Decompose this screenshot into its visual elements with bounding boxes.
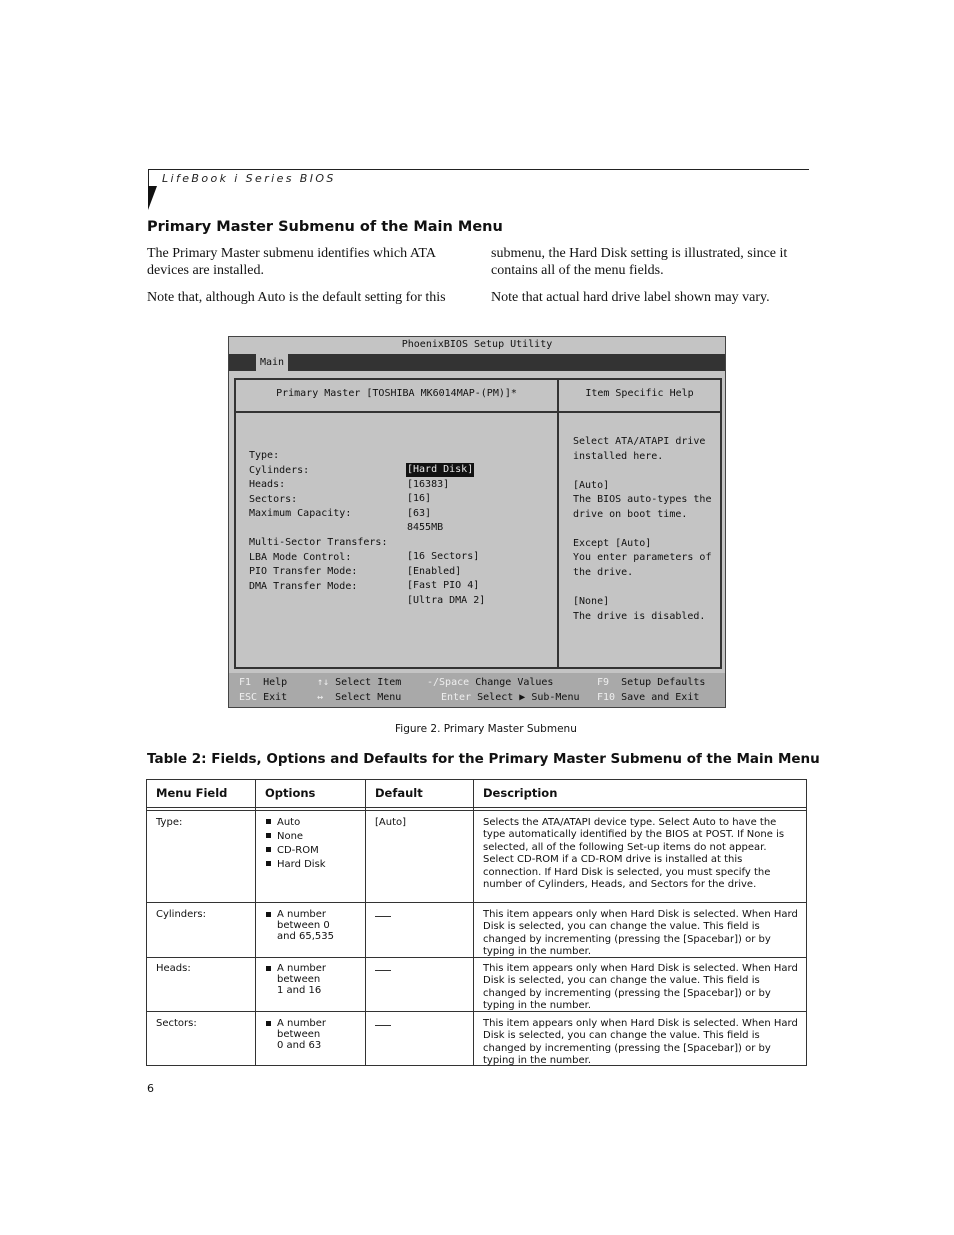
key-label: ↔ bbox=[317, 692, 324, 703]
field-value[interactable]: [16] bbox=[407, 493, 432, 504]
key-label: -/Space bbox=[427, 677, 470, 688]
row-type-field: Type: bbox=[156, 817, 183, 828]
help-line: The BIOS auto-types the bbox=[573, 494, 712, 505]
key-leftright-select-menu bbox=[317, 690, 401, 705]
bios-frame bbox=[234, 378, 722, 669]
default-dash bbox=[375, 1025, 391, 1026]
bios-submenu-title: Primary Master [TOSHIBA MK6014MAP-(PM)]* bbox=[276, 388, 517, 399]
help-line: You enter parameters of bbox=[573, 552, 712, 563]
option-item: A number between 1 and 16 bbox=[265, 963, 329, 996]
table-title: Table 2: Fields, Options and Defaults for the Primary Master Submenu of the Main Menu bbox=[147, 751, 820, 767]
key-f10-save-exit bbox=[597, 690, 699, 705]
row-heads-description: This item appears only when Hard Disk is selected. When Hard Disk is selected, you can change the value. This field is changed by incrementing (pressing the [Spacebar]) or by typing in the number. bbox=[483, 963, 798, 1012]
field-value[interactable]: [63] bbox=[407, 507, 432, 519]
row-cylinders-field: Cylinders: bbox=[156, 909, 206, 920]
key-desc: Help bbox=[263, 677, 288, 688]
row-heads-field: Heads: bbox=[156, 963, 191, 974]
tab-main[interactable]: Main bbox=[256, 354, 288, 371]
option-item: A number between 0 and 65,535 bbox=[265, 909, 335, 942]
table-rule bbox=[146, 779, 807, 780]
key-updown-select-item bbox=[317, 675, 401, 690]
key-label: Enter bbox=[441, 692, 472, 703]
help-line: installed here. bbox=[573, 450, 664, 462]
header-rule bbox=[148, 169, 809, 170]
field-label: Maximum Capacity: bbox=[249, 508, 352, 519]
bios-title: PhoenixBIOS Setup Utility bbox=[401, 339, 553, 350]
bios-divider bbox=[557, 380, 559, 667]
help-line: Except [Auto] bbox=[573, 537, 652, 549]
key-desc: Setup Defaults bbox=[621, 677, 706, 688]
col-header-description: Description bbox=[483, 786, 558, 800]
table-rule bbox=[806, 779, 807, 1066]
default-dash bbox=[375, 916, 391, 917]
field-value[interactable]: [Ultra DMA 2] bbox=[407, 594, 486, 606]
table-rule bbox=[146, 810, 807, 811]
help-line: Select ATA/ATAPI drive bbox=[573, 436, 706, 447]
table-rule bbox=[365, 779, 366, 1066]
key-desc: Change Values bbox=[475, 677, 554, 688]
help-line: drive on boot time. bbox=[573, 508, 688, 520]
key-desc: Select ▶ Sub-Menu bbox=[477, 692, 580, 703]
field-label: Multi-Sector Transfers: bbox=[249, 537, 388, 548]
row-heads-options bbox=[265, 963, 329, 996]
key-label: ↑↓ bbox=[317, 677, 330, 688]
key-label: F1 bbox=[239, 677, 252, 688]
row-sectors-description: This item appears only when Hard Disk is selected. When Hard Disk is selected, you can change the value. This field is changed by incrementing (pressing the [Spacebar]) or by typing in the number. bbox=[483, 1018, 798, 1067]
bios-key-legend bbox=[229, 673, 725, 707]
section-title: Primary Master Submenu of the Main Menu bbox=[147, 219, 503, 235]
default-dash bbox=[375, 970, 391, 971]
key-desc: Select Menu bbox=[335, 692, 402, 703]
key-label: ESC bbox=[239, 692, 258, 703]
bios-screen bbox=[228, 336, 726, 708]
key-enter-sub-menu bbox=[441, 690, 580, 705]
col-header-menu-field: Menu Field bbox=[156, 786, 228, 800]
bios-help-title: Item Specific Help bbox=[585, 388, 694, 399]
key-f9-setup-defaults bbox=[597, 675, 705, 690]
bios-divider bbox=[236, 411, 720, 413]
key-esc-exit bbox=[239, 690, 287, 705]
field-label: Heads: bbox=[249, 479, 286, 490]
page-number: 6 bbox=[147, 1082, 154, 1095]
option-item: A number between 0 and 63 bbox=[265, 1018, 329, 1051]
table-rule bbox=[146, 807, 807, 808]
intro-paragraph-1: The Primary Master submenu identifies which ATA devices are installed. bbox=[147, 246, 436, 278]
field-value[interactable]: [Enabled] bbox=[407, 565, 462, 577]
key-label: F9 bbox=[597, 677, 610, 688]
help-line: [None] bbox=[573, 596, 610, 607]
field-label: Cylinders: bbox=[249, 464, 310, 476]
row-cylinders-options bbox=[265, 909, 335, 942]
table-rule bbox=[146, 779, 147, 1066]
field-label: LBA Mode Control: bbox=[249, 551, 352, 563]
option-item: CD-ROM bbox=[265, 844, 361, 858]
intro-paragraph-2: Note that, although Auto is the default setting for this bbox=[147, 290, 446, 305]
field-value[interactable]: [Fast PIO 4] bbox=[407, 580, 480, 591]
table-rule bbox=[146, 902, 807, 903]
key-minus-change-values bbox=[427, 675, 553, 690]
field-label: PIO Transfer Mode: bbox=[249, 566, 358, 577]
field-value-selected[interactable]: [Hard Disk] bbox=[407, 464, 474, 475]
field-label: Type: bbox=[249, 450, 280, 461]
row-type-options bbox=[265, 816, 361, 872]
intro-paragraph-3: submenu, the Hard Disk setting is illustrated, since it contains all of the menu fields. bbox=[491, 246, 788, 278]
row-cylinders-description: This item appears only when Hard Disk is selected. When Hard Disk is selected, you can change the value. This field is changed by incrementing (pressing the [Spacebar]) or by typing in the number. bbox=[483, 909, 798, 958]
row-type-default: [Auto] bbox=[375, 817, 407, 828]
row-sectors-field: Sectors: bbox=[156, 1018, 197, 1029]
options-table bbox=[146, 779, 807, 1066]
intro-paragraph-4: Note that actual hard drive label shown may vary. bbox=[491, 290, 770, 305]
help-line: The drive is disabled. bbox=[573, 610, 706, 622]
option-item: Auto bbox=[265, 816, 361, 830]
option-item: None bbox=[265, 830, 361, 844]
figure-caption: Figure 2. Primary Master Submenu bbox=[395, 723, 577, 735]
field-label: DMA Transfer Mode: bbox=[249, 580, 358, 592]
running-header: LifeBook i Series BIOS bbox=[162, 172, 336, 185]
key-desc: Save and Exit bbox=[621, 692, 700, 703]
help-line: the drive. bbox=[573, 566, 634, 578]
key-label: F10 bbox=[597, 692, 616, 703]
col-header-default: Default bbox=[375, 786, 423, 800]
row-type-description: Selects the ATA/ATAPI device type. Select Auto to have the type automatically identified by the BIOS at POST. If None is selected, all of the following Set-up items do not appear. Select CD-ROM if a CD-ROM drive is installed at this connection. If Hard Disk is selected, you must specify the number of Cylinders, Heads, and Sectors for the drive. bbox=[483, 817, 785, 891]
key-desc: Select Item bbox=[335, 677, 402, 688]
bios-menubar bbox=[229, 354, 725, 371]
help-line: [Auto] bbox=[573, 479, 610, 491]
col-header-options: Options bbox=[265, 786, 316, 800]
key-f1-help bbox=[239, 675, 287, 690]
field-label: Sectors: bbox=[249, 493, 298, 505]
table-rule bbox=[473, 779, 474, 1066]
field-value[interactable]: [16383] bbox=[407, 478, 450, 490]
key-desc: Exit bbox=[263, 692, 288, 703]
option-item: Hard Disk bbox=[265, 858, 361, 872]
table-rule bbox=[255, 779, 256, 1066]
row-sectors-options bbox=[265, 1018, 329, 1051]
header-wedge bbox=[148, 186, 157, 210]
field-value[interactable]: [16 Sectors] bbox=[407, 551, 480, 562]
field-value: 8455MB bbox=[407, 522, 444, 533]
